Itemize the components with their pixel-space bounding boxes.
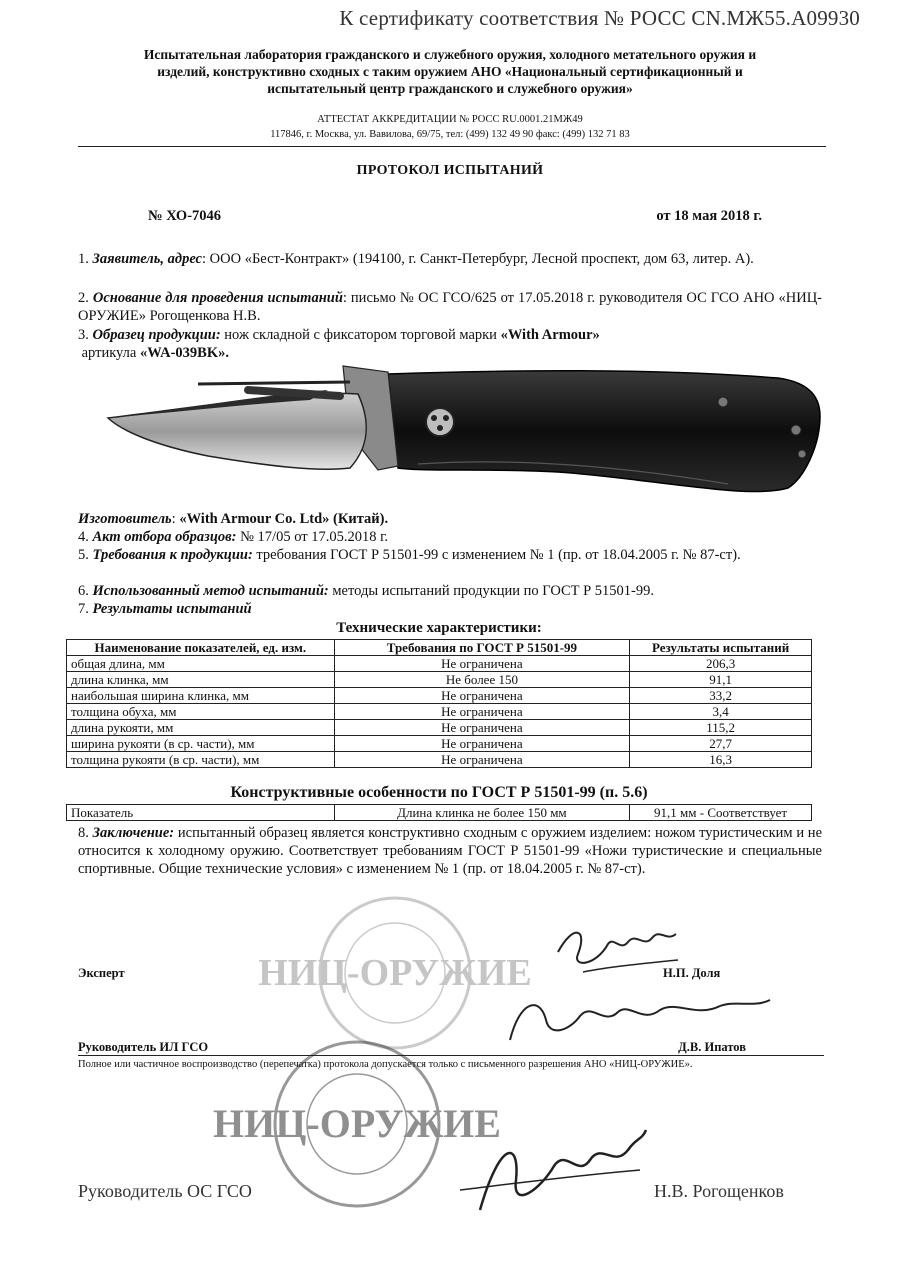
constr-table-title: Конструктивные особенности по ГОСТ Р 51501-99 (п. 5.6) bbox=[230, 784, 648, 801]
col-header-result: Результаты испытаний bbox=[630, 640, 812, 656]
head-os-signature bbox=[450, 1120, 650, 1220]
item-basis: 2. Основание для проведения испытаний: письмо № ОС ГСО/625 от 17.05.2018 г. руководителя ОС ГСО АНО «НИЦ-ОРУЖИЕ» Рогощенкова Н.В. bbox=[78, 290, 823, 324]
item-results: 7. Результаты испытаний bbox=[78, 601, 252, 617]
item-manufacturer: Изготовитель: «With Armour Co. Ltd» (Китай). bbox=[78, 511, 389, 527]
table-row: ширина рукояти (в ср. части), мм Не ограничена 27,7 bbox=[67, 736, 812, 752]
tech-table bbox=[66, 639, 812, 768]
certificate-reference: К сертификату соответствия № РОСС CN.МЖ55.А09930 bbox=[339, 6, 860, 30]
knife-photo bbox=[88, 360, 828, 508]
head-os-label: Руководитель ОС ГСО bbox=[78, 1181, 252, 1201]
lab-name: Испытательная лаборатория гражданского и служебного оружия, холодного метательного оружия и изделий, конструктивно сходных с таким оружием АНО «Национальный сертификационный и испытательный центр гражданского и служебного оружия» bbox=[143, 47, 757, 96]
lab-address: 117846, г. Москва, ул. Вавилова, 69/75, тел: (499) 132 49 90 факс: (499) 132 71 83 bbox=[270, 129, 630, 140]
expert-name: Н.П. Доля bbox=[663, 966, 721, 980]
item-sampling-act: 4. Акт отбора образцов: № 17/05 от 17.05.2018 г. bbox=[78, 529, 389, 545]
col-header-requirement: Требования по ГОСТ Р 51501-99 bbox=[334, 640, 630, 656]
table-row: длина рукояти, мм Не ограничена 115,2 bbox=[67, 720, 812, 736]
head-il-row bbox=[78, 1040, 824, 1056]
tech-table-title: Технические характеристики: bbox=[336, 620, 542, 636]
table-row: толщина обуха, мм Не ограничена 3,4 bbox=[67, 704, 812, 720]
protocol-title: ПРОТОКОЛ ИСПЫТАНИЙ bbox=[356, 163, 544, 178]
protocol-date: от 18 мая 2018 г. bbox=[656, 208, 762, 224]
accreditation-block bbox=[60, 112, 840, 142]
table-row: длина клинка, мм Не более 150 91,1 bbox=[67, 672, 812, 688]
table-row: наибольшая ширина клинка, мм Не ограничена 33,2 bbox=[67, 688, 812, 704]
table-row: толщина рукояти (в ср. части), мм Не ограничена 16,3 bbox=[67, 752, 812, 768]
item-conclusion: 8. Заключение: испытанный образец является конструктивно сходным с оружием изделием: ножом туристическим и не относится к холодному оружию. Соответствует требованиям ГОСТ Р 51501-99 «Ножи туристические и специальные спортивные. Общие технические условия» с изменением № 1 (пр. от 18.04.2005 г. № 87-ст). bbox=[78, 825, 823, 877]
head-il-label: Руководитель ИЛ ГСО bbox=[78, 1040, 209, 1054]
constr-table bbox=[66, 804, 812, 821]
item-sample: 3. Образец продукции: нож складной с фиксатором торговой марки «With Armour» артикула «WA-039BK». bbox=[78, 327, 600, 361]
header-divider bbox=[78, 146, 826, 147]
item-requirements: 5. Требования к продукции: требования ГОСТ Р 51501-99 с изменением № 1 (пр. от 18.04.2005 г. № 87-ст). bbox=[78, 547, 741, 563]
protocol-number: № ХО-7046 bbox=[148, 208, 222, 224]
item-method: 6. Использованный метод испытаний: методы испытаний продукции по ГОСТ Р 51501-99. bbox=[78, 583, 655, 599]
table-row: общая длина, мм Не ограничена 206,3 bbox=[67, 656, 812, 672]
accreditation-number: АТТЕСТАТ АККРЕДИТАЦИИ № РОСС RU.0001.21МЖ49 bbox=[317, 114, 583, 125]
svg-text:НИЦ-ОРУЖИЕ: НИЦ-ОРУЖИЕ bbox=[213, 1101, 501, 1146]
col-header-indicator: Наименование показателей, ед. изм. bbox=[67, 640, 335, 656]
svg-text:НИЦ-ОРУЖИЕ: НИЦ-ОРУЖИЕ bbox=[258, 952, 532, 994]
head-il-name: Д.В. Ипатов bbox=[678, 1040, 746, 1054]
item-applicant: 1. Заявитель, адрес: ООО «Бест-Контракт» (194100, г. Санкт-Петербург, Лесной проспект, дом 63, литер. А). bbox=[78, 251, 754, 267]
tech-table-header bbox=[67, 640, 812, 656]
expert-label: Эксперт bbox=[78, 966, 125, 980]
reproduction-note: Полное или частичное воспроизводство (перепечатка) протокола допускается только с письменного разрешения АНО «НИЦ-ОРУЖИЕ». bbox=[78, 1059, 693, 1070]
head-os-name: Н.В. Рогощенков bbox=[654, 1181, 784, 1201]
table-row: Показатель Длина клинка не более 150 мм 91,1 мм - Соответствует bbox=[67, 805, 812, 821]
stamp-upper bbox=[258, 893, 532, 1053]
